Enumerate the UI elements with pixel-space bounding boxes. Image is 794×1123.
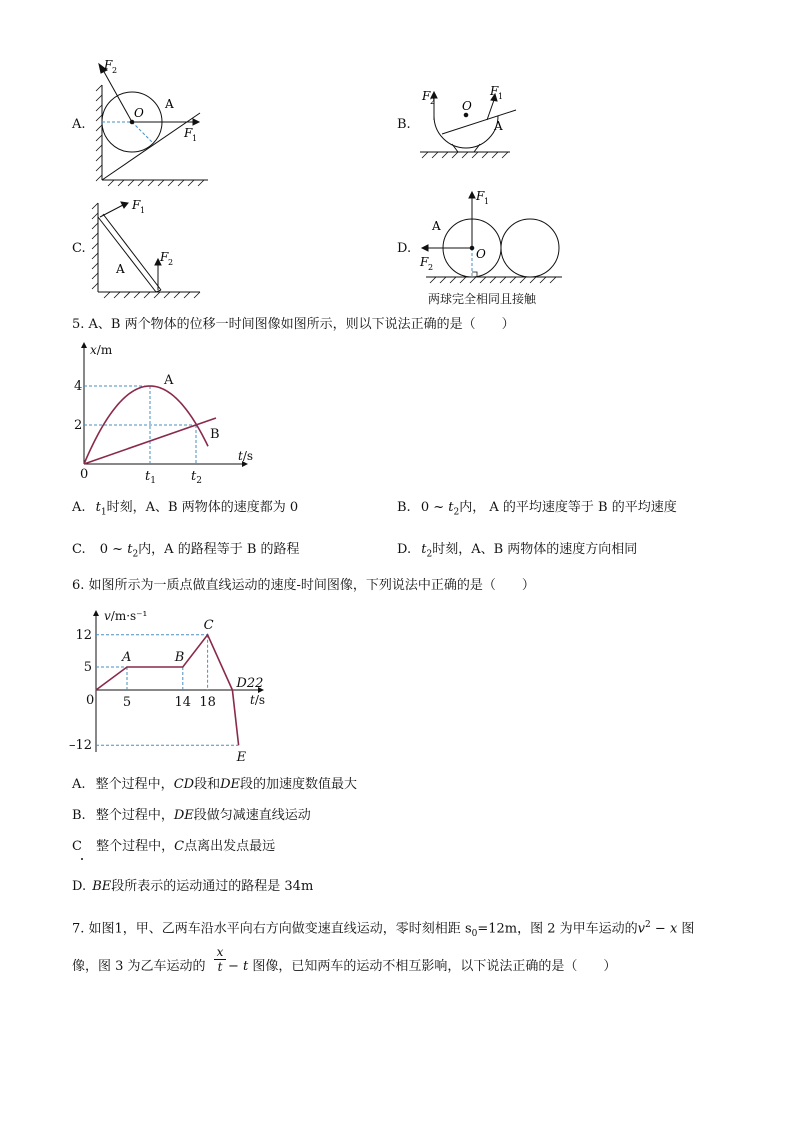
series-b-label: B — [210, 427, 220, 443]
f1-label: F — [132, 198, 141, 212]
q5-d-letter: D. — [397, 542, 412, 557]
q5-stem: 5. A、B 两个物体的位移一时间图像如图所示，则以下说法正确的是（ ） — [72, 317, 515, 332]
point-label-5: E — [236, 750, 247, 766]
q5-d-var: t — [421, 542, 427, 557]
y-axis-unit: /m — [96, 343, 113, 357]
q5-c-var: t — [127, 542, 133, 557]
f2-label: F — [160, 250, 169, 264]
q5-c-pre: 0 ~ — [99, 542, 128, 557]
a-label: A — [494, 119, 503, 133]
point-label-3: C — [203, 617, 214, 633]
q6-a-v1: CD — [173, 777, 195, 792]
x-tick-label-0 — [145, 469, 156, 486]
a-label: A — [116, 262, 125, 276]
q6-a-letter: A. — [72, 777, 86, 792]
y-axis-arrow — [93, 610, 99, 616]
x-axis-var: t — [238, 449, 243, 463]
x-tick-var: t — [145, 469, 151, 484]
o-label: O — [462, 99, 472, 113]
q6-d-letter: D. — [72, 879, 87, 894]
f1-label: F — [490, 84, 499, 98]
y-tick-label-2: –12 — [68, 738, 92, 754]
q5-a-text: 时刻，A、B 两物体的速度都为 0 — [106, 500, 299, 515]
diagram-d-caption: 两球完全相同且接触 — [428, 292, 537, 306]
f2-sub: 2 — [430, 97, 436, 106]
f2-sub: 2 — [112, 66, 118, 75]
q7-line1-x: x — [669, 921, 678, 937]
point-label-4: D22 — [236, 676, 264, 691]
x-tick-var: t — [191, 469, 197, 484]
q5-option-a[interactable] — [72, 499, 298, 522]
q7-line2-b: − — [228, 959, 244, 974]
x-tick-label-2: 18 — [199, 695, 216, 710]
x-axis-unit: /s — [254, 693, 266, 707]
q5-c-sub: 2 — [132, 549, 139, 560]
q7-fraction — [214, 945, 226, 974]
q6-c-v1: C — [174, 839, 185, 854]
q5-d-sub: 2 — [426, 549, 433, 560]
origin-label: 0 — [80, 467, 89, 482]
q5-xt-chart — [70, 340, 260, 488]
q6-vt-chart — [68, 602, 272, 770]
x-tick-label-0: 5 — [122, 695, 132, 710]
q5-a-letter: A. — [72, 500, 86, 515]
q5-c-letter: C. — [72, 542, 86, 557]
y-axis-label — [104, 609, 147, 623]
x-tick-sub: 1 — [150, 476, 156, 486]
a-label: A — [432, 219, 441, 233]
f1-sub: 1 — [484, 197, 490, 206]
q6-c-text1: 整个过程中， — [96, 839, 175, 854]
f1-sub: 1 — [140, 206, 146, 215]
q6-b-text1: 整个过程中， — [95, 808, 174, 823]
q7-line1-c: − — [650, 921, 670, 937]
q6-b-letter: B. — [72, 808, 86, 823]
q5-option-c[interactable] — [72, 541, 300, 564]
y-axis-var: x — [90, 343, 97, 357]
y-axis-arrow — [81, 342, 87, 348]
x-tick-sub: 2 — [196, 476, 202, 486]
f2-label: F — [104, 58, 113, 72]
q6-d-v1: BE — [92, 879, 112, 894]
o-label: O — [134, 106, 144, 120]
y-axis-unit: /m·s⁻¹ — [110, 609, 148, 623]
q6-d-text2: 段所表示的运动通过的路程是 34m — [111, 879, 314, 894]
q6-a-text1: 整个过程中， — [95, 777, 174, 792]
q5-b-pre: 0 ~ — [420, 500, 449, 515]
q5-b-sub: 2 — [453, 507, 460, 518]
f1-label: F — [476, 189, 485, 203]
q7-line2-a: 像，图 3 为乙车运动的 — [72, 959, 206, 974]
diagram-a — [88, 55, 218, 190]
q6-c-text2: 点离出发点最远 — [184, 839, 276, 854]
q7-line2 — [72, 958, 206, 976]
q6-c-letter: C — [72, 839, 82, 854]
q7-line2-t: t — [243, 959, 249, 974]
q7-line2-rest — [228, 958, 616, 976]
q6-a-text3: 段的加速度数值最大 — [240, 777, 358, 792]
o-label: O — [476, 247, 486, 261]
q7-line1-sup: 2 — [645, 920, 651, 930]
y-tick-label-1: 5 — [83, 660, 92, 675]
q6-a-text2: 段和 — [194, 777, 221, 792]
y-tick-label-1: 2 — [74, 418, 83, 433]
x-tick-label-1: 14 — [174, 695, 192, 710]
x-axis-label — [238, 449, 253, 463]
q6-a-v2: DE — [220, 777, 240, 792]
q6-option-d[interactable] — [72, 878, 313, 896]
q7-line1-d: 图 — [677, 921, 695, 937]
q7-line1-a: 7. 如图1，甲、乙两车沿水平向右方向做变速直线运动，零时刻相距 s — [72, 921, 472, 937]
q7-frac-num: x — [216, 945, 224, 959]
x-axis-unit: /s — [242, 449, 254, 463]
q6-option-b[interactable] — [72, 807, 311, 825]
q7-line1 — [72, 916, 694, 943]
f1-label: F — [184, 126, 193, 140]
f1-sub: 1 — [498, 92, 504, 101]
diagram-b — [412, 78, 522, 163]
f2-label: F — [422, 89, 431, 103]
option-b-letter: B. — [397, 117, 411, 132]
f2-sub: 2 — [428, 263, 434, 272]
y-axis-label — [90, 343, 113, 357]
q6-b-text2: 段做匀减速直线运动 — [193, 808, 311, 823]
q5-b-letter: B. — [397, 500, 411, 515]
q5-c-text: 内，A 的路程等于 B 的路程 — [138, 542, 300, 557]
q6-option-a[interactable] — [72, 776, 357, 794]
q7-frac-den: t — [214, 959, 226, 974]
y-tick-label-0: 12 — [75, 627, 92, 643]
q6-stem: 6. 如图所示为一质点做直线运动的速度-时间图像，下列说法中正确的是（ ） — [72, 578, 535, 593]
f1-sub: 1 — [192, 134, 198, 143]
a-label: A — [165, 97, 174, 111]
option-c-letter: C. — [72, 241, 86, 256]
q5-option-d[interactable] — [397, 541, 637, 564]
q5-d-text: 时刻，A、B 两物体的速度方向相同 — [432, 542, 638, 557]
point-label-1: A — [122, 650, 132, 665]
q7-line1-sub: 0 — [471, 928, 478, 939]
point-label-2: B — [174, 650, 185, 665]
q5-b-var: t — [448, 500, 454, 515]
option-a-letter: A. — [72, 117, 86, 132]
q7-line1-v: v — [637, 921, 646, 937]
f2-sub: 2 — [168, 258, 174, 267]
q5-option-b[interactable] — [397, 499, 677, 522]
q6-option-c[interactable] — [72, 838, 275, 856]
q5-b-text: 内， A 的平均速度等于 B 的平均速度 — [459, 500, 677, 515]
y-axis-var: v — [104, 609, 111, 623]
series-a-label: A — [164, 373, 174, 388]
stray-dot — [81, 858, 83, 860]
q7-line2-c: 图像，已知两车的运动不相互影响，以下说法正确的是（ ） — [248, 959, 617, 974]
x-axis-label — [250, 693, 265, 707]
q5-a-var: t — [95, 500, 101, 515]
q5-a-sub: 1 — [100, 507, 107, 518]
diagram-c — [88, 195, 213, 300]
y-tick-label-0: 4 — [74, 379, 83, 394]
q6-b-v1: DE — [173, 808, 194, 823]
q7-line1-b: =12m，图 2 为甲车运动的 — [477, 921, 638, 937]
x-axis-var: t — [250, 693, 255, 707]
origin-label: 0 — [86, 693, 95, 708]
x-tick-label-1 — [191, 469, 202, 486]
option-d-letter: D. — [397, 241, 412, 256]
diagram-d — [412, 186, 572, 281]
f2-label: F — [420, 255, 429, 269]
